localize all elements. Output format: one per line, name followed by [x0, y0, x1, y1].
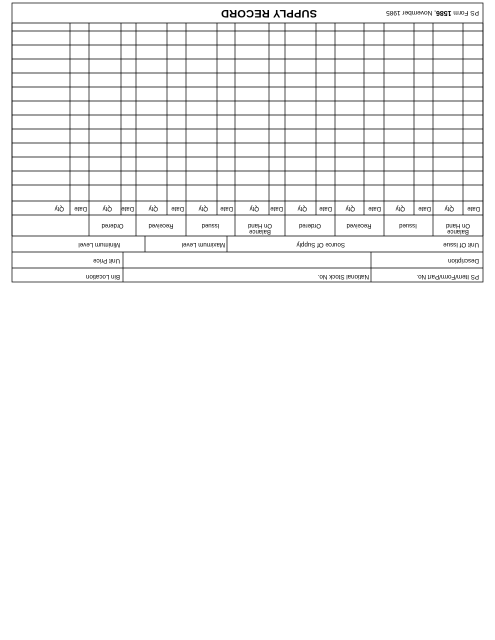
balance-on-hand-header: Balance On Hand [248, 222, 273, 234]
qty-column-label: Qty [297, 205, 307, 211]
form-number: PS Form 1586, November 1985 [386, 9, 479, 16]
qty-column-label: Qty [54, 205, 64, 211]
qty-column-label: Qty [249, 205, 259, 211]
supply-record-form [0, 0, 495, 290]
date-column-label: Date [171, 205, 184, 211]
minimum-level-label: Minimum Level [78, 241, 120, 248]
issued-header: Issued [399, 222, 417, 228]
issued-header: Issued [201, 222, 220, 228]
form-title: SUPPLY RECORD [220, 7, 317, 19]
qty-column-label: Qty [444, 205, 454, 211]
source-of-supply-label: Source Of Supply [296, 241, 345, 248]
balance-on-hand-header: Balance On Hand [446, 222, 471, 234]
unit-of-issue-label: Unit Of Issue [443, 241, 479, 248]
date-column-label: Date [368, 205, 381, 211]
qty-column-label: Qty [345, 205, 355, 211]
date-column-label: Date [220, 205, 233, 211]
date-column-label: Date [74, 205, 87, 211]
maximum-level-label: Maximum Level [181, 241, 225, 248]
item-number-label: PS Item/Form/Part No. [416, 273, 479, 280]
date-column-label: Date [467, 205, 480, 211]
received-header: Received [346, 222, 372, 228]
received-header: Received [148, 222, 174, 228]
qty-column-label: Qty [198, 205, 208, 211]
ordered-header: Ordered [299, 222, 322, 228]
date-column-label: Date [418, 205, 431, 211]
date-column-label: Date [319, 205, 332, 211]
unit-price-label: Unit Price [93, 257, 120, 264]
qty-column-label: Qty [148, 205, 158, 211]
ordered-header: Ordered [101, 222, 124, 228]
date-column-label: Date [121, 205, 134, 211]
qty-column-label: Qty [395, 205, 405, 211]
date-column-label: Date [270, 205, 283, 211]
qty-column-label: Qty [102, 205, 112, 211]
description-label: Description [448, 257, 479, 264]
form-grid-lines [0, 0, 495, 290]
national-stock-number-label: National Stock No. [317, 273, 369, 280]
bin-location-label: Bin Location [85, 273, 120, 280]
